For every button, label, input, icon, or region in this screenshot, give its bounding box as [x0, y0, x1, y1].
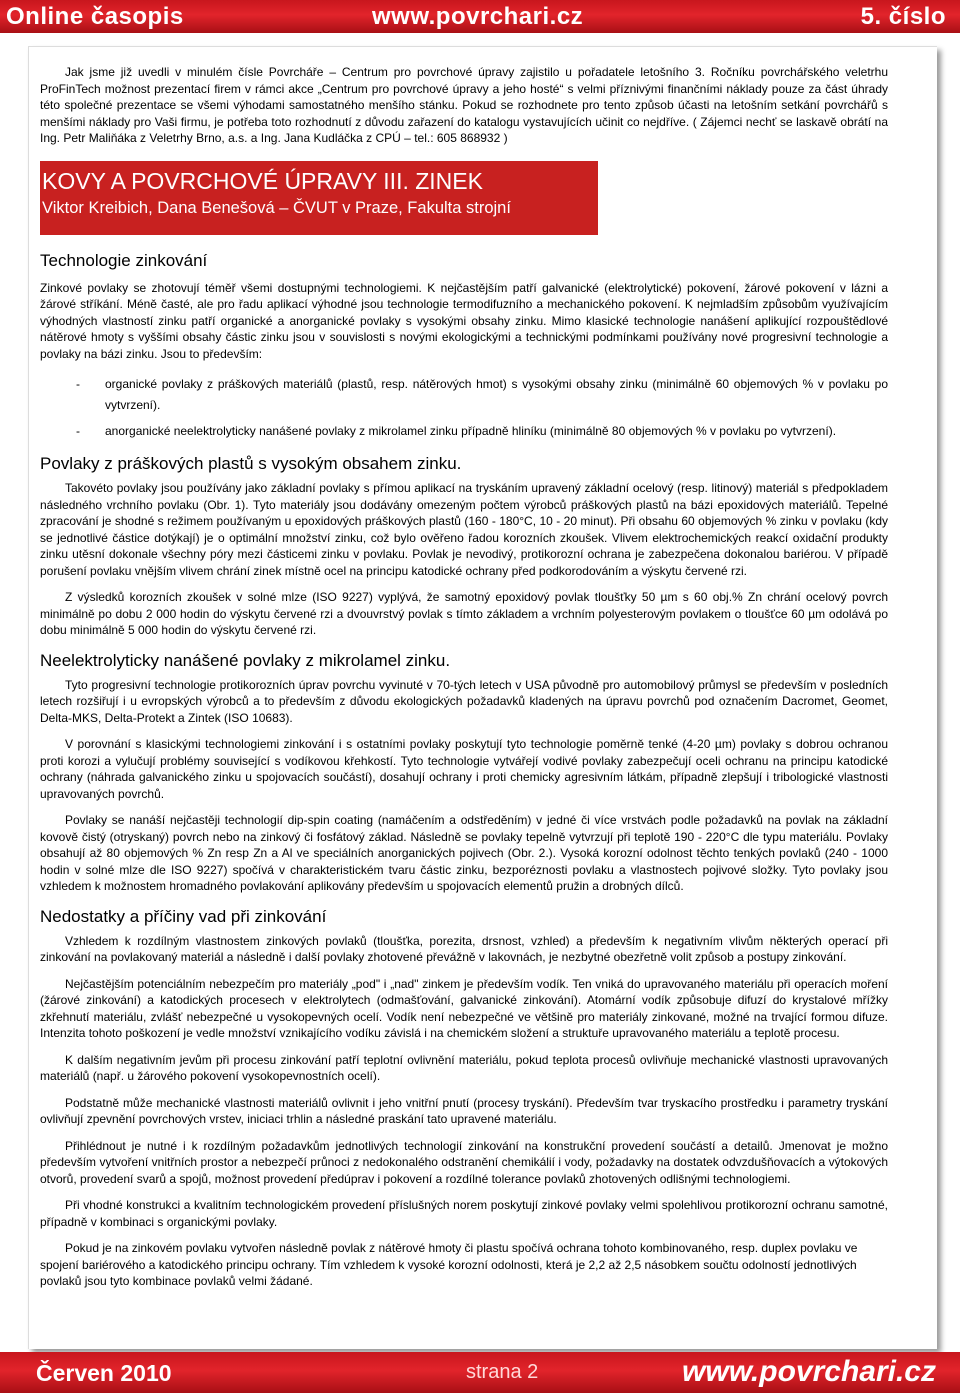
footer-website-link[interactable]: www.povrchari.cz: [682, 1355, 936, 1388]
paragraph: Z výsledků korozních zkoušek v solné mlze (ISO 9227) vyplývá, že samotný epoxidový povlak tloušťky 50 µm s 60 obj.% Zn chrání ocelový povrch minimálně po dobu 2 000 hodin do výskytu červené rzi a dvouvrstvý povlak s tímto základem a vrchním polyesterovým povlakem o tloušťce 60 µm odolává po dobu minimálně 5 000 hodin do výskytu červené rzi.: [40, 590, 888, 637]
list-item-text: anorganické neelektrolyticky nanášené povlaky z mikrolamel zinku případně hliníku (minimálně 80 objemových % v povlaku po vytvrzení).: [105, 424, 837, 438]
section-heading-technologie: Technologie zinkování: [40, 250, 208, 270]
magazine-name: Online časopis: [6, 3, 184, 30]
paragraph: Přihlédnout je nutné i k rozdílným požadavkům jednotlivých technologií zinkování na konstrukční provedení součástí a detailů. Jmenovat je možno především vytvoření vnitřních prostor a nebezpečí průnoci z nedokonalého odstranění chemikálií i vody, požadavky na dostatek odvzdušňovacích a výtokových otvorů, provedení svarů a spojů, možnost provedení předúprav i pokovení a rozdílné tolerance povlaků zhotovených odlišnými technologiemi.: [40, 1138, 888, 1186]
paragraph: Pokud je na zinkovém povlaku vytvořen následně povlak z nátěrové hmoty či plastu spočívá ochrana tohoto kombinovaného, resp. duplex povlaku ve spojení bariérového a katodického principu ochrany. Tím vzhledem k vysoké korozní odolnosti, která je 2,2 až 2,5 násobkem součtu odolností jednotlivých povlaků jsou tyto kombinace povlaků velmi žádané.: [40, 1241, 858, 1288]
list-item: [40, 421, 888, 442]
header-band: [0, 0, 960, 33]
dash-marker: -: [76, 377, 80, 391]
dash-marker: -: [76, 424, 80, 438]
paragraph: Při vhodné konstrukci a kvalitním technologickém provedení příslušných norem poskytují zinkové povlaky velmi spolehlivou protikorozní ochranu samotné, případně v kombinaci s organickými povlaky.: [40, 1198, 888, 1229]
paragraph: Zinkové povlaky se zhotovují téměř všemi dostupnými technologiemi. K nejčastějším patří galvanické (elektrolytické) pokovení, žárové pokovení v lázni a žárové stříkání. Méně časté, ale pro řadu aplikací výhodné jsou technologie termodifuzního a mechanického pokovení. K nejmladším způsobům využívajícím výhodných vlastností zinku patří organické a anorganické povlaky s vysokými obsahy zinku. Mimo klasické technologie nanášení aplikující rozpouštědlové nátěrové hmoty s vyššími obsahy částic zinku jsou v souvislosti s novými ekologickými a technickými podmínkami používány nové progresivní technologie a povlaky na bázi zinku. Jsou to především:: [40, 280, 888, 361]
page-content: [40, 64, 888, 1290]
intro-paragraph: Jak jsme již uvedli v minulém čísle Povrcháře – Centrum pro povrchové úpravy zajistilo u pořadatele letošního 3. Ročníku povrchářského veletrhu ProFinTech možnost prezentací firem v rámci akce „Centrum pro povrchové úpravy a jeho hosté“ s velmi příznivými finančními náklady pouze za část úhrady této společné prezentace se všemi výhodami samostatného menšího stánku. Pokud se rozhodnete pro tento způsob účasti na letošním setkání povrchářů s menšími náklady pro Vaši firmu, je potřeba toto rozhodnutí z důvodu zařazení do katalogu vystavujících učinit co nejdříve. ( Zájemci nechť se laskavě obrátí na Ing. Petr Maliňáka z Veletrhy Brno, a.s. a Ing. Jana Kudláčka z CPÚ – tel.: 605 868932 ): [40, 65, 888, 145]
paragraph: Nejčastějším potenciálním nebezpečím pro materiály „pod" i „nad" zinkem je především vodík. Ten vniká do upravovaného materiálu při operacích moření (žárové zinkování) a katodických procesech v elektrolytech (odmašťování, galvanické zinkování). Atomární vodík způsobuje difuzí do krystalové mřížky zkřehnutí materiálu, zvlášť nebezpečné u vysokopevných ocelí. Vodík není nebezpečné ve většině pro materiály zinkované, možné na trvající formou difuze. Intenzita tohoto poškození je vedle množství vznikajícího vodíku závislá i na chemickém složení a struktuře upravovaného materiálu a teplotě procesu.: [40, 976, 888, 1040]
footer-band: [0, 1352, 960, 1393]
section-heading-mikrolamely: Neelektrolyticky nanášené povlaky z mikrolamel zinku.: [40, 650, 451, 670]
header-website-link[interactable]: www.povrchari.cz: [372, 3, 584, 30]
bullet-list: [40, 374, 888, 442]
paragraph: Vzhledem k rozdílným vlastnostem zinkových povlaků (tloušťka, porezita, drsnost, vzhled) a především k negativním vlivům některých operací při zinkování na povlakovaný materiál a následně i další povlaky zhotovené převážně v lakovnách, je nezbytné obezřetně volit způsob a postupy zinkování.: [40, 933, 888, 964]
article-title-box: [40, 161, 598, 235]
article-title: KOVY A POVRCHOVÉ ÚPRAVY III. ZINEK: [42, 167, 483, 194]
paragraph: K dalším negativním jevům při procesu zinkování patří teplotní ovlivnění materiálu, pokud teplota procesů ovlivňuje mechanické vlastnosti upravovaných materiálů (např. u žárového pokovení vysokopevnostních ocelí).: [40, 1052, 888, 1083]
section-heading-nedostatky: Nedostatky a příčiny vad při zinkování: [40, 906, 327, 926]
paragraph: Povlaky se nanáší nejčastěji technologií dip-spin coating (namáčením a odstředěním) v jedné či více vrstvách podle požadavků na povlak na základní kovově čistý (otryskaný) povrch nebo na zinkový či fosfátový základ. Následně se povlaky tepelně vytvrzují při teplotě 190 - 220°C dle typu materiálu. Povlaky obsahují až 80 objemových % Zn resp Zn a Al ve speciálních anorganických pojivech (Obr. 2.). Vysoká korozní odolnost těchto tenkých povlaků (240 - 1000 hodin v solné mlze dle ISO 9227) spočívá v charakteristickém tvaru částic zinku, bezporéznosti povlaku a vlastnostech pojivové složky. Tyto povlaky jsou vzhledem k možnostem hromadného povlakování aplikovány především u spojovacích elementů pružin a drobných dílců.: [40, 813, 888, 893]
article-authors: Viktor Kreibich, Dana Benešová – ČVUT v Praze, Fakultа strojní: [42, 198, 511, 217]
paragraph: Takovéto povlaky jsou používány jako základní povlaky s přímou aplikací na tryskáním upravený základní ocelový (resp. litinový) materiál s předpokladem následného vrchního povlaku (Obr. 1). Tyto materiály jsou dodávány omezeným počtem výrobců práškových plastů na bázi epoxidových materiálů. Tepelné zpracování je shodné s režimem používaným u epoxidových práškových plastů (160 - 180°C, 10 - 20 minut). Při obsahu 60 objemových % zinku v povlaku (kdy se jednotlivé částice dotýkají) je o optimální množství zinku, což bylo ověřeno řadou korozních zkoušek. Vlivem elektrochemických reakcí oxidační produkty zinku utěsní dokonale všechny póry mezi částicemi zinku v povlaku. Povlak je nevodivý, protikorozní ochrana je zabezpečena dokonalou bariérou. V případě porušení povlaku vnějším vlivem chrání zinek místně ocel na principu katodické ochrany před podkorodováním a výskytu červené rzi.: [40, 481, 888, 578]
section-heading-praskove-plasty: Povlaky z práškových plastů s vysokým obsahem zinku.: [40, 454, 462, 473]
paragraph: Tyto progresivní technologie protikorozních úprav povrchu vyvinuté v 70-tých letech v USA původně pro automobilový průmysl se především v posledních letech rozšiřují i u evropských výrobců a to především z důvodu ekologických požadavků kladených na úpravu povrchů pod označením Dacromet, Geomet, Delta-MKS, Delta-Protekt a Zintek (ISO 10683).: [40, 677, 888, 725]
list-item: [40, 374, 888, 416]
intro-section: [40, 64, 888, 147]
issue-number: 5. číslo: [860, 3, 946, 30]
paragraph: Podstatně může mechanické vlastnosti materiálů ovlivnit i jeho vnitřní pnutí (procesy tryskání). Především tvar tryskacího prostředku i parametry tryskání ovlivňují zpevnění povrchových vrstev, iniciaci trhlin a následné praskání tato upravené materiálu.: [40, 1095, 888, 1126]
issue-date: Červen 2010: [36, 1360, 172, 1386]
page-number: strana 2: [466, 1361, 539, 1383]
list-item-text: organické povlaky z práškových materiálů (plastů, resp. nátěrových hmot) s vysokými obsahy zinku (minimálně 60 objemových % v povlaku po vytvrzení).: [105, 377, 888, 412]
paragraph: V porovnání s klasickými technologiemi zinkování i s ostatními povlaky poskytují tyto technologie poměrně tenké (4-20 µm) povlaky s dobrou ochranou proti korozi a vylučují problémy související s vodíkovou křehkostí. Tyto technologie vytvářejí vodivé povlaky zabezpečují oceli ochranu na principu katodické ochrany (náhrada galvanického zinku u spojovacích součástí), dosahují ochrany i proti chemicky agresivním látkám, případně zlepšují i tribologické vlastnosti upravovaných povrchů.: [40, 737, 888, 801]
